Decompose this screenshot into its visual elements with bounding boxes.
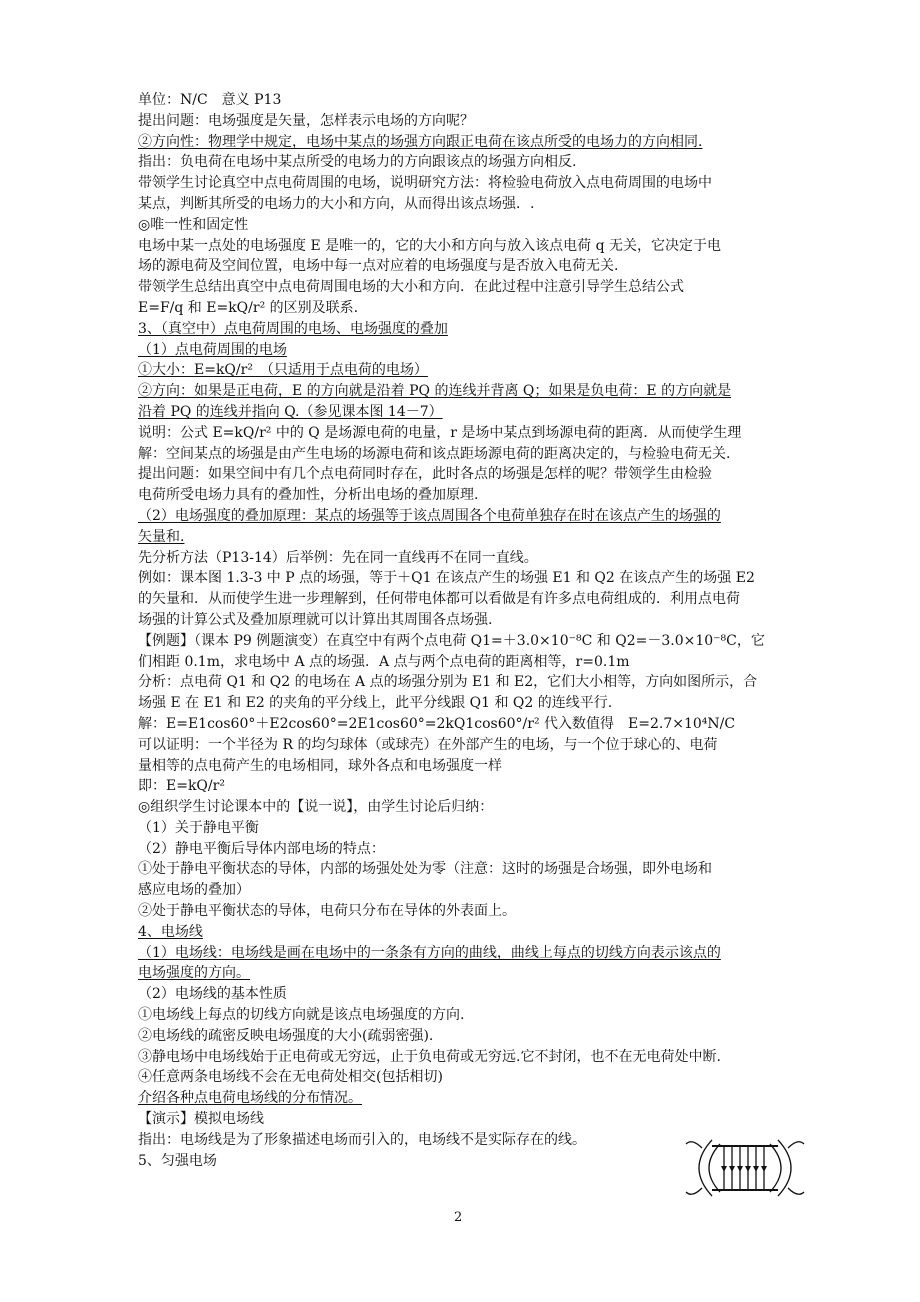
text-line: 们相距 0.1m，求电场中 A 点的场强．A 点与两个点电荷的距离相等，r=0.1m: [138, 653, 630, 670]
text-line: 带领学生讨论真空中点电荷周围的电场，说明研究方法：将检验电荷放入点电荷周围的电场中: [138, 175, 712, 192]
text-line: 解：空间某点的场强是由产生电场的场源电荷和该点距场源电荷的距离决定的，与检验电荷无关.: [138, 445, 731, 462]
text-line: ③静电场中电场线始于正电荷或无穷远，止于负电荷或无穷远.它不封闭，也不在无电荷处中断.: [138, 1048, 721, 1065]
text-line: 【演示】模拟电场线: [138, 1111, 264, 1128]
text-line: 先分析方法（P13-14）后举例：先在同一直线再不在同一直线。: [138, 549, 538, 566]
text-line: 感应电场的叠加）: [138, 882, 250, 899]
text-line: ②方向性：物理学中规定，电场中某点的场强方向跟正电荷在该点所受的电场力的方向相同.: [138, 133, 703, 150]
section-heading: 4、电场线: [138, 923, 203, 940]
text-line: ◎组织学生讨论课本中的【说一说】，由学生讨论后归纳：: [138, 799, 494, 816]
text-line: 矢量和.: [138, 528, 185, 545]
text-line: ②方向：如果是正电荷，E 的方向就是沿着 PQ 的连线并背离 Q；如果是负电荷：E 的方向就是: [138, 383, 732, 400]
text-line: 场的源电荷及空间位置，电场中每一点对应着的电场强度与是否放入电荷无关.: [138, 258, 619, 275]
text-line: 【例题】（课本 P9 例题演变）在真空中有两个点电荷 Q1=＋3.0×10⁻⁸C 和 Q2=－3.0×10⁻⁸C，它: [138, 632, 765, 649]
text-line: 例如：课本图 1.3-3 中 P 点的场强，等于＋Q1 在该点产生的场强 E1 和 Q2 在该点产生的场强 E2: [138, 570, 755, 587]
text-line: ②电场线的疏密反映电场强度的大小(疏弱密强).: [138, 1027, 434, 1044]
text-line: 指出：电场线是为了形象描述电场而引入的，电场线不是实际存在的线。: [138, 1131, 586, 1148]
document-body: [138, 90, 813, 1171]
section-heading: 5、匀强电场: [138, 1152, 217, 1169]
text-line: 说明：公式 E=kQ/r² 中的 Q 是场源电荷的电量，r 是场中某点到场源电荷的距离．从而使学生理: [138, 424, 742, 441]
text-line: （1）关于静电平衡: [138, 819, 259, 836]
text-line: 电荷所受电场力具有的叠加性，分析出电场的叠加原理.: [138, 487, 479, 504]
text-line: ②处于静电平衡状态的导体，电荷只分布在导体的外表面上。: [138, 903, 516, 920]
text-line: 即：E=kQ/r²: [138, 778, 225, 795]
text-line: 某点，判断其所受的电场力的大小和方向，从而得出该点场强．.: [138, 195, 535, 212]
sub-heading: （2）电场强度的叠加原理：某点的场强等于该点周围各个电荷单独存在时在该点产生的场强的: [138, 507, 721, 524]
text-line: （1）电场线：电场线是画在电场中的一条条有方向的曲线，曲线上每点的切线方向表示该点的: [138, 944, 721, 961]
text-line: 单位：N/C 意义 P13: [138, 92, 282, 108]
page-number: 2: [454, 1210, 463, 1225]
text-line: ①处于静电平衡状态的导体，内部的场强处处为零（注意：这时的场强是合场强，即外电场和: [138, 861, 712, 878]
section-heading: 3、（真空中）点电荷周围的电场、电场强度的叠加: [138, 320, 448, 337]
text-line: 带领学生总结出真空中点电荷周围电场的大小和方向．在此过程中注意引导学生总结公式: [138, 279, 684, 296]
text-line: 电场强度的方向。: [138, 965, 250, 982]
text-line: ①大小：E=kQ/r² （只适用于点电荷的电场）: [138, 362, 428, 379]
sub-heading: （1）点电荷周围的电场: [138, 341, 287, 358]
text-line: E=F/q 和 E=kQ/r² 的区别及联系.: [138, 299, 359, 316]
text-line: 可以证明：一个半径为 R 的均匀球体（或球壳）在外部产生的电场，与一个位于球心的、电荷: [138, 736, 718, 753]
text-line: 提出问题：如果空间中有几个点电荷同时存在，此时各点的场强是怎样的呢？带领学生由检验: [138, 466, 712, 483]
text-line: ④任意两条电场线不会在无电荷处相交(包括相切): [138, 1069, 443, 1086]
text-line: 电场中某一点处的电场强度 E 是唯一的，它的大小和方向与放入该点电荷 q 无关，它决定于电: [138, 237, 721, 254]
text-line: 分析：点电荷 Q1 和 Q2 的电场在 A 点的场强分别为 E1 和 E2，它们大小相等，方向如图所示，合: [138, 674, 758, 691]
text-line: 的矢量和．从而使学生进一步理解到，任何带电体都可以看做是有许多点电荷组成的．利用点电荷: [138, 591, 740, 608]
text-line: ◎唯一性和固定性: [138, 216, 249, 233]
text-line: 沿着 PQ 的连线并指向 Q.（参见课本图 14－7）: [138, 403, 443, 420]
text-line: 指出：负电荷在电场中某点所受的电场力的方向跟该点的场强方向相反.: [138, 154, 577, 171]
text-line: 解：E=E1cos60°＋E2cos60°=2E1cos60°=2kQ1cos60°/r² 代入数值得 E=2.7×10⁴N/C: [138, 715, 736, 732]
text-line: 提出问题：电场强度是矢量，怎样表示电场的方向呢？: [138, 112, 474, 129]
text-line: 场强 E 在 E1 和 E2 的夹角的平分线上，此平分线跟 Q1 和 Q2 的连线平行.: [138, 695, 613, 712]
sub-heading: （2）电场线的基本性质: [138, 986, 287, 1003]
text-line: 量相等的点电荷产生的电场相同，球外各点和电场强度一样: [138, 757, 502, 774]
text-line: （2）静电平衡后导体内部电场的特点：: [138, 840, 385, 857]
text-line: ①电场线上每点的切线方向就是该点电场强度的方向.: [138, 1007, 465, 1024]
text-line: 介绍各种点电荷电场线的分布情况。: [138, 1090, 362, 1107]
electric-field-lines-figure: [684, 1128, 806, 1208]
text-line: 场强的计算公式及叠加原理就可以计算出其周围各点场强.: [138, 611, 493, 628]
